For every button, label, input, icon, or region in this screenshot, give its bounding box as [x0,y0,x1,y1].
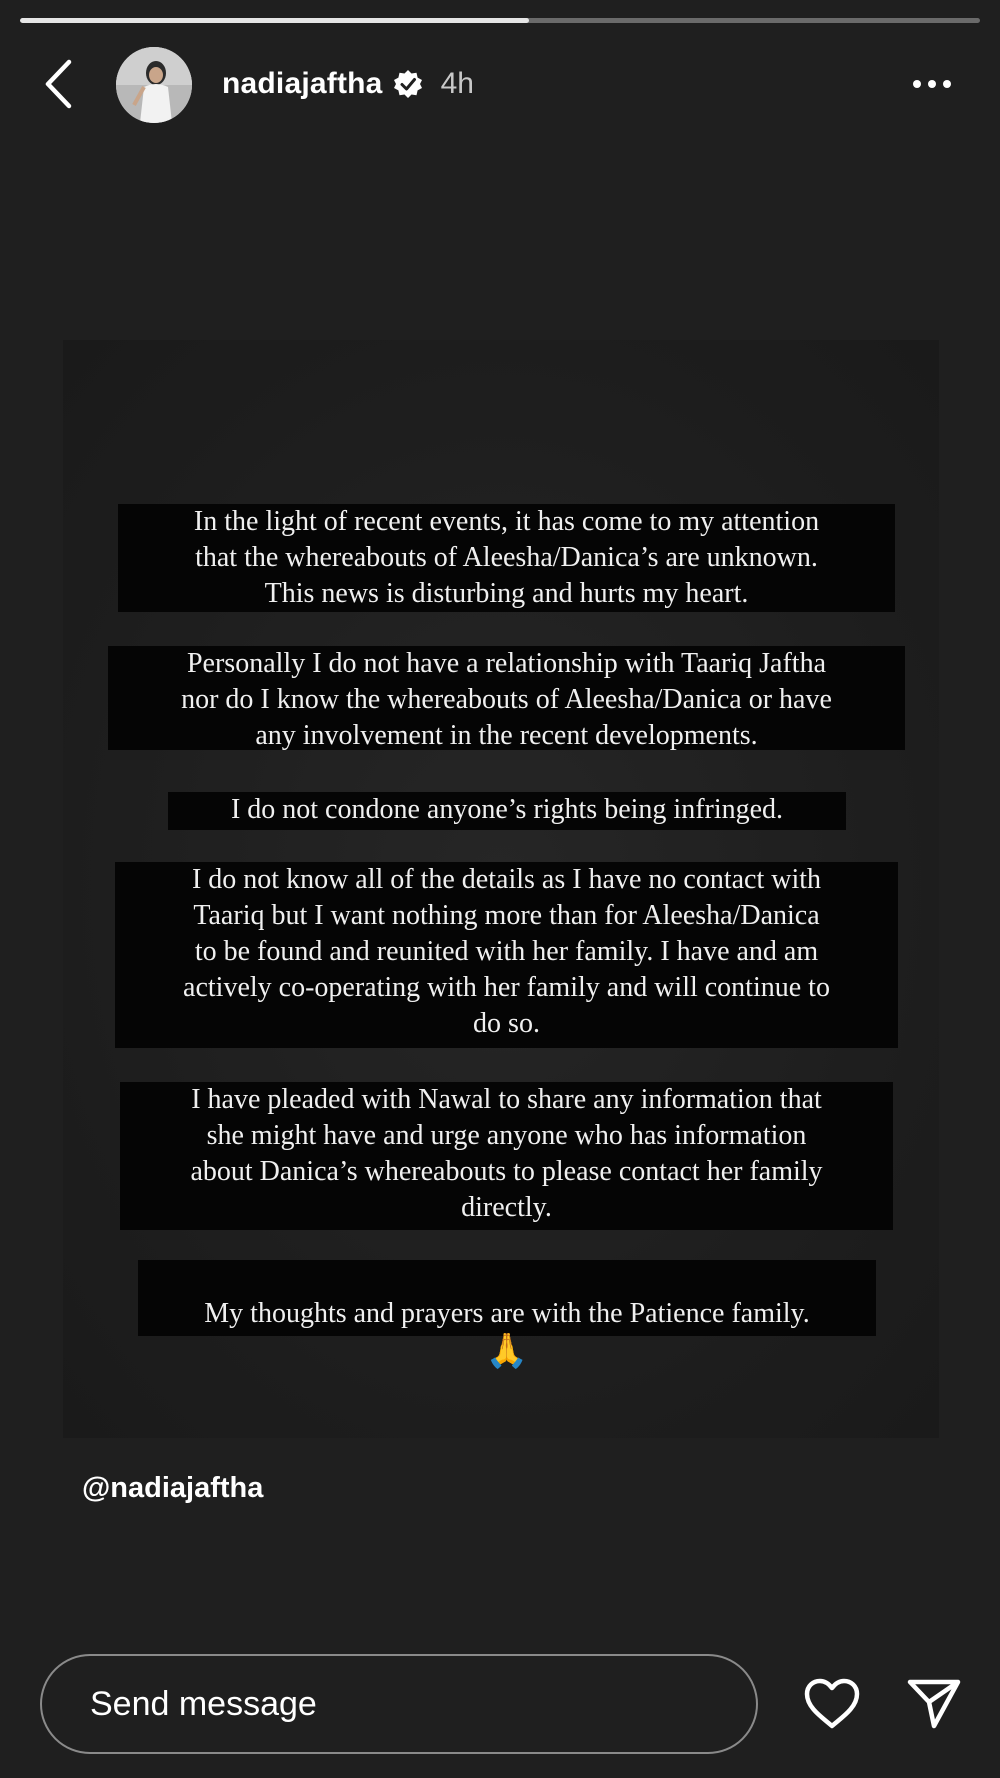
story-text-block-1: In the light of recent events, it has come to my attention that the whereabouts of Aleesha/Danica’s are unknown. This news is disturbing and hurts my heart. [118,504,895,612]
avatar-image [116,47,192,123]
post-time: 4h [440,67,474,100]
verified-badge-icon [393,69,423,99]
like-button[interactable] [800,1672,864,1736]
story-closing-text: My thoughts and prayers are with the Patience family. [204,1298,810,1329]
username[interactable]: nadiajaftha [222,67,383,100]
story-footer [0,1650,1000,1760]
share-button[interactable] [902,1672,966,1736]
story-text-block-2: Personally I do not have a relationship with Taariq Jaftha nor do I know the whereabouts of Aleesha/Danica or have any involvement in the recent developments. [108,646,905,750]
mention-tag[interactable]: @nadiajaftha [82,1472,264,1504]
chevron-left-icon [43,58,73,110]
avatar[interactable] [116,47,192,123]
username-row [222,62,474,106]
send-message-input[interactable] [40,1654,758,1754]
story-text-block-3: I do not condone anyone’s rights being infringed. [168,792,846,830]
back-button[interactable] [34,58,82,110]
heart-icon [803,1678,861,1730]
more-options-button[interactable] [908,62,956,106]
story-header [0,40,1000,128]
praying-hands-icon: 🙏 [485,1331,529,1371]
story-text-block-5: I have pleaded with Nawal to share any information that she might have and urge anyone who has information about Danica’s whereabouts to please contact her family directly. [120,1082,893,1230]
send-icon [906,1678,962,1730]
story-text-block-6 [138,1260,876,1371]
story-text-block-4: I do not know all of the details as I have no contact with Taariq but I want nothing more than for Aleesha/Danica to be found and reunited with her family. I have and am actively co-operating with her family and will continue to do so. [115,862,898,1048]
story-progress-bar [20,18,980,23]
story-image [63,340,939,1438]
more-horizontal-icon [912,79,952,89]
story-progress-fill [20,18,529,23]
